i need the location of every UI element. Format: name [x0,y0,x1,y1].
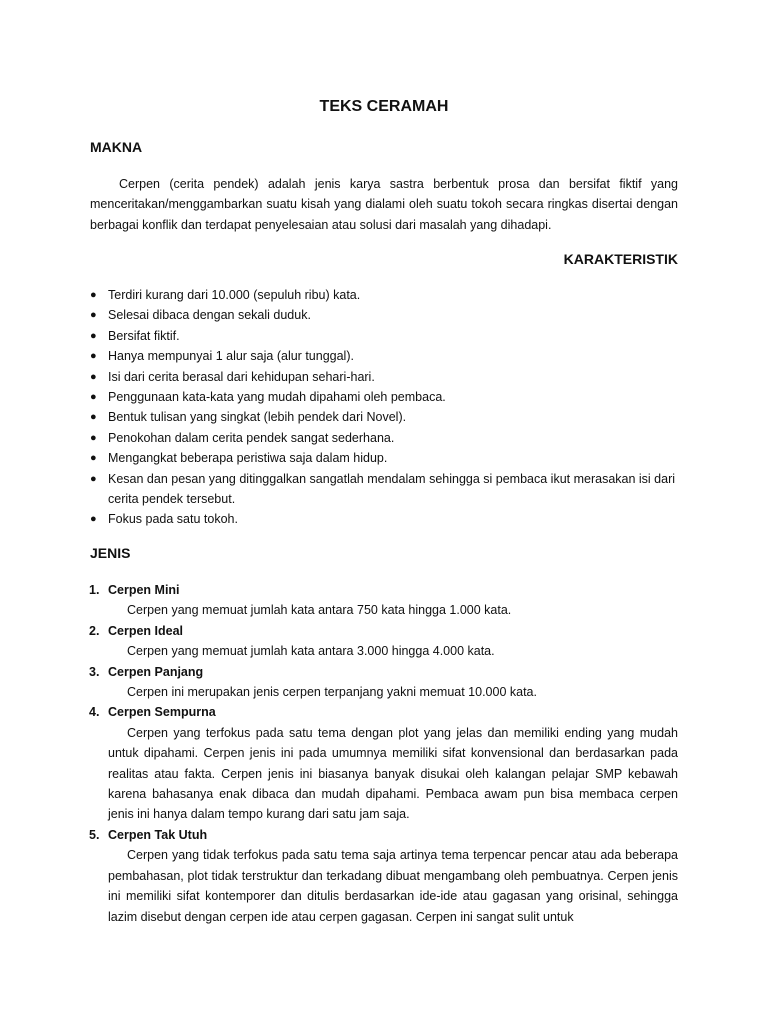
jenis-item-number: 5. [89,827,100,842]
bullet-icon: ● [90,370,97,383]
jenis-item-description: Cerpen yang terfokus pada satu tema dengan plot yang jelas dan memiliki ending yang mudah untuk dipahami. Cerpen jenis ini pada umumnya memiliki sifat konvensional dan berdasarkan pada realitas atau fakta. Cerpen jenis ini biasanya banyak disukai oleh kalangan pelajar SMP kebawah karena bahasanya enak dibaca dan mudah dipahami. Pembaca awam pun bisa membaca cerpen jenis ini hanya dalam tempo kurang dari satu jam saja. [108,725,678,822]
karakteristik-item-text: Isi dari cerita berasal dari kehidupan sehari-hari. [108,369,375,384]
document-title: TEKS CERAMAH [319,98,449,115]
jenis-item-number: 1. [89,583,100,597]
jenis-item-name: Cerpen Ideal [108,623,184,638]
bullet-icon: ● [90,411,97,424]
karakteristik-item-text: Hanya mempunyai 1 alur saja (alur tunggal). [108,349,354,364]
karakteristik-item [90,305,678,325]
jenis-item-name: Cerpen Panjang [108,664,204,679]
jenis-item-description: Cerpen yang memuat jumlah kata antara 3.000 hingga 4.000 kata. [127,644,495,659]
bullet-icon: ● [90,309,97,322]
jenis-item [90,825,678,927]
karakteristik-item [90,326,678,346]
karakteristik-item [90,509,678,529]
bullet-icon: ● [90,472,97,485]
karakteristik-item [90,387,678,407]
jenis-item [90,580,678,621]
jenis-item [90,662,678,703]
bullet-icon: ● [90,289,97,301]
karakteristik-list [90,285,678,530]
karakteristik-item-text: Bersifat fiktif. [108,328,180,343]
karakteristik-item [90,428,678,448]
bullet-icon: ● [90,329,97,342]
karakteristik-item-text: Fokus pada satu tokoh. [108,512,238,527]
karakteristik-item-text: Penokohan dalam cerita pendek sangat sederhana. [108,430,395,445]
jenis-item-number: 2. [89,623,100,638]
bullet-icon: ● [90,431,97,444]
bullet-icon: ● [90,513,97,526]
karakteristik-item-text: Kesan dan pesan yang ditinggalkan sangatlah mendalam sehingga si pembaca ikut merasakan isi dari cerita pendek tersebut. [108,471,676,507]
karakteristik-item-text: Penggunaan kata-kata yang mudah dipahami oleh pembaca. [108,390,446,405]
karakteristik-item [90,346,678,366]
jenis-item-number: 4. [89,705,100,720]
karakteristik-item-text: Terdiri kurang dari 10.000 (sepuluh ribu) kata. [108,288,361,302]
karakteristik-item-text: Selesai dibaca dengan sekali duduk. [108,308,311,323]
jenis-item [90,621,678,662]
jenis-item-name: Cerpen Tak Utuh [108,827,208,842]
karakteristik-item-text: Mengangkat beberapa peristiwa saja dalam hidup. [108,451,388,466]
jenis-item-number: 3. [89,664,100,679]
karakteristik-item [90,407,678,427]
karakteristik-item [90,448,678,468]
jenis-item-description: Cerpen yang memuat jumlah kata antara 750 kata hingga 1.000 kata. [127,603,512,618]
jenis-item-name: Cerpen Mini [108,583,180,597]
karakteristik-item [90,285,678,305]
bullet-icon: ● [90,391,97,404]
jenis-item-description: Cerpen ini merupakan jenis cerpen terpanjang yakni memuat 10.000 kata. [127,685,537,700]
heading-karakteristik: KARAKTERISTIK [563,251,678,267]
jenis-item-description: Cerpen yang tidak terfokus pada satu tema saja artinya tema terpencar pencar atau ada beberapa pembahasan, plot tidak terstruktur dan terkadang dibuat mengambang oleh pembuatnya. Cerpen jenis ini memiliki sifat kontemporer dan ditulis berdasarkan ide-ide atau gagasan yang orisinal, sehingga lazim disebut dengan cerpen ide atau cerpen gagasan. Cerpen ini sangat sulit untuk [108,848,678,924]
jenis-list [90,580,678,927]
jenis-item-name: Cerpen Sempurna [108,705,216,720]
karakteristik-item [90,367,678,387]
heading-jenis: JENIS [90,545,131,561]
jenis-item [90,702,678,824]
heading-makna: MAKNA [90,139,143,155]
karakteristik-item [90,469,678,510]
karakteristik-item-text: Bentuk tulisan yang singkat (lebih pendek dari Novel). [108,410,407,425]
bullet-icon: ● [90,452,97,465]
bullet-icon: ● [90,350,97,363]
makna-paragraph: Cerpen (cerita pendek) adalah jenis karya sastra berbentuk prosa dan bersifat fiktif yang menceritakan/menggambarkan suatu kisah yang dialami oleh suatu tokoh secara ringkas disertai dengan berbagai konflik dan terdapat penyelesaian atau solusi dari masalah yang dihadapi. [90,177,678,232]
